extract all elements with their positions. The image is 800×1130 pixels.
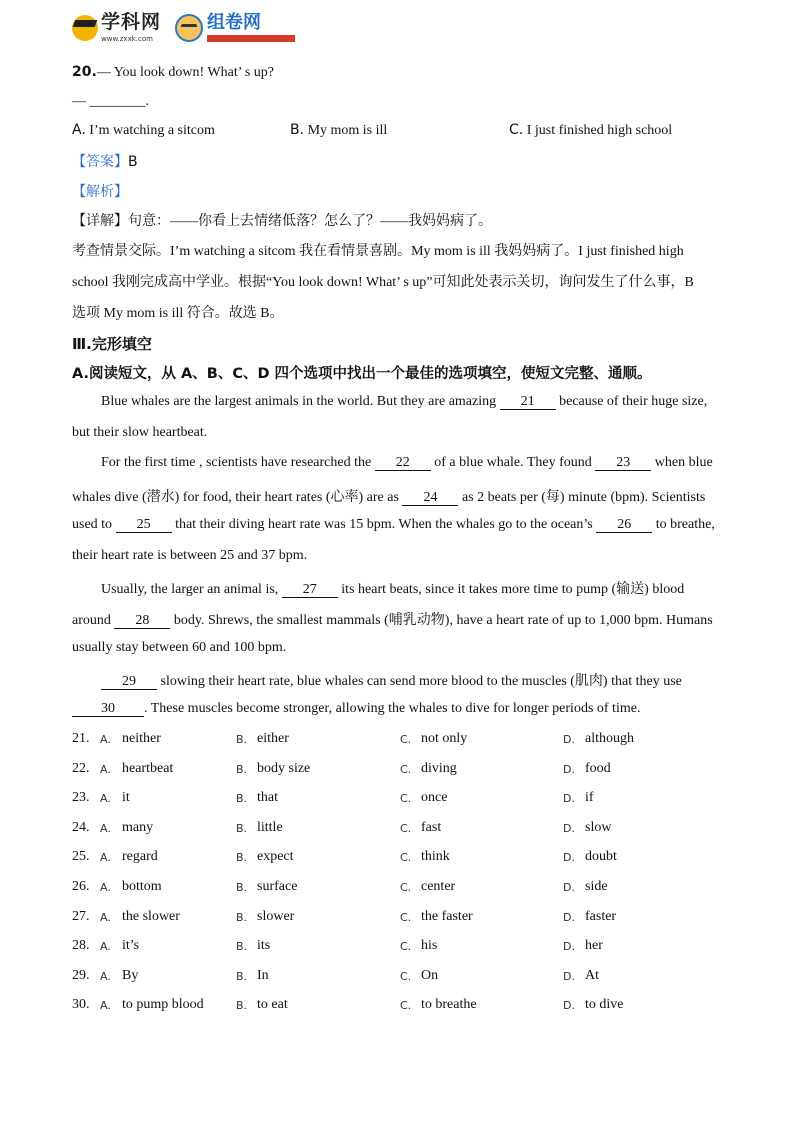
- choice-option-b: that: [257, 790, 278, 806]
- choice-option-b: expect: [257, 849, 294, 865]
- choice-option-a: it’s: [122, 938, 140, 954]
- passage-line-7: Usually, the larger an animal is, 27 its heart beats, since it takes more time to pump (输送) blood: [101, 582, 685, 597]
- choice-option-d: At: [585, 967, 599, 983]
- choice-label-b: B.: [236, 851, 248, 865]
- choice-label-d: D.: [563, 910, 575, 924]
- choice-number: 24.: [72, 819, 90, 835]
- logo1-url: www.zxxk.com: [101, 35, 153, 43]
- choice-option-d: doubt: [585, 849, 617, 865]
- logo2-banner: [207, 35, 295, 42]
- choice-option-b: to eat: [257, 997, 288, 1013]
- choice-option-a: bottom: [122, 879, 162, 894]
- choice-row: [72, 820, 732, 840]
- choice-row: [72, 909, 732, 929]
- question-number: 20.: [72, 64, 97, 80]
- choice-number: 27.: [72, 908, 90, 924]
- choice-label-c: C.: [400, 940, 412, 954]
- choice-option-a: regard: [122, 849, 158, 865]
- choice-label-c: C.: [400, 762, 412, 776]
- choice-option-b: slower: [257, 908, 295, 924]
- blank-30: 30: [72, 701, 144, 717]
- choice-label-c: C.: [400, 733, 412, 746]
- choice-number: 30.: [72, 997, 90, 1013]
- choice-row: [72, 790, 732, 810]
- choice-row: [72, 879, 732, 899]
- passage-line-2: but their slow heartbeat.: [72, 425, 208, 440]
- choice-label-b: B.: [236, 792, 248, 806]
- choice-label-b: B.: [236, 969, 248, 983]
- mascot-icon: [175, 14, 203, 42]
- choice-label-c: C.: [400, 821, 412, 835]
- logo-zujuan: [175, 14, 295, 42]
- blank-24: 24: [402, 490, 458, 506]
- choice-option-a: By: [122, 967, 139, 983]
- choice-option-b: surface: [257, 879, 298, 894]
- blank-22: 22: [375, 455, 431, 471]
- choice-option-a: to pump blood: [122, 997, 204, 1013]
- passage-line-11: 30 . These muscles become stronger, allowing the whales to dive for longer periods of time.: [72, 701, 640, 717]
- choice-option-d: slow: [585, 819, 612, 835]
- choice-label-c: C.: [400, 792, 412, 806]
- choice-row: [72, 997, 732, 1017]
- choice-option-c: to breathe: [421, 997, 477, 1013]
- blank-23: 23: [595, 455, 651, 471]
- choice-label-d: D.: [563, 733, 575, 746]
- option-a: A. I’m watching a sitcom: [72, 122, 215, 138]
- choice-option-d: faster: [585, 908, 617, 924]
- choice-option-a: it: [122, 790, 130, 806]
- choice-row: [72, 938, 732, 958]
- detail-line-4: 选项 My mom is ill 符合。故选 B。: [72, 306, 284, 321]
- blank-28: 28: [114, 613, 170, 629]
- choice-row: [72, 731, 732, 751]
- choice-label-c: C.: [400, 999, 412, 1013]
- passage-line-9: usually stay between 60 and 100 bpm.: [72, 640, 287, 655]
- choice-option-d: side: [585, 879, 608, 894]
- choice-option-a: heartbeat: [122, 760, 174, 776]
- choice-row: [72, 968, 732, 988]
- choice-number: 23.: [72, 790, 90, 806]
- choice-row: [72, 761, 732, 781]
- section-title: Ⅲ.完形填空: [72, 335, 152, 353]
- detail-line-1: 【详解】句意：——你看上去情绪低落？怎么了？——我妈妈病了。: [72, 213, 492, 229]
- choice-label-d: D.: [563, 821, 575, 835]
- choice-label-c: C.: [400, 851, 412, 865]
- choice-option-d: food: [585, 760, 611, 776]
- choice-label-d: D.: [563, 999, 575, 1013]
- choice-option-c: the faster: [421, 908, 473, 924]
- choice-number: 28.: [72, 938, 90, 954]
- blank-21: 21: [500, 394, 556, 410]
- choice-label-d: D.: [563, 792, 575, 806]
- choice-label-a: A.: [100, 733, 111, 746]
- choice-label-a: A.: [100, 910, 111, 924]
- choice-label-d: D.: [563, 969, 575, 983]
- logo-zxxk: [72, 13, 161, 43]
- choice-option-d: if: [585, 790, 594, 806]
- choice-number: 25.: [72, 849, 90, 865]
- choice-option-b: In: [257, 967, 269, 983]
- choice-label-d: D.: [563, 851, 575, 865]
- choice-label-b: B.: [236, 999, 248, 1013]
- choice-option-c: diving: [421, 760, 457, 776]
- choice-option-c: think: [421, 849, 450, 865]
- choice-option-d: to dive: [585, 997, 624, 1013]
- detail-line-2: 考查情景交际。I’m watching a sitcom 我在看情景喜剧。My mom is ill 我妈妈病了。I just finished high: [72, 244, 684, 259]
- question-20-stem: [72, 64, 274, 81]
- choice-number: 29.: [72, 967, 90, 983]
- choice-option-d: although: [585, 731, 634, 746]
- choice-label-d: D.: [563, 762, 575, 776]
- choice-number: 21.: [72, 731, 90, 746]
- option-b: B. My mom is ill: [290, 122, 388, 138]
- choice-label-a: A.: [100, 762, 111, 776]
- choice-label-a: A.: [100, 999, 111, 1013]
- answer-line: — ________.: [72, 94, 149, 109]
- choice-label-c: C.: [400, 969, 412, 983]
- choice-label-b: B.: [236, 881, 248, 894]
- graduation-cap-icon: [72, 15, 98, 41]
- choice-label-a: A.: [100, 851, 111, 865]
- choice-option-a: many: [122, 819, 154, 835]
- choice-label-b: B.: [236, 821, 248, 835]
- choice-label-a: A.: [100, 940, 111, 954]
- blank-26: 26: [596, 517, 652, 533]
- choice-label-b: B.: [236, 733, 248, 746]
- header-logos: [72, 10, 309, 46]
- choice-label-d: D.: [563, 881, 575, 894]
- passage-line-1: Blue whales are the largest animals in the world. But they are amazing 21 because of their huge size,: [101, 394, 708, 409]
- choice-option-b: either: [257, 731, 289, 746]
- choice-label-a: A.: [100, 881, 111, 894]
- choice-label-a: A.: [100, 792, 111, 806]
- choice-label-d: D.: [563, 940, 575, 954]
- blank-29: 29: [101, 674, 157, 690]
- choice-option-c: fast: [421, 819, 442, 835]
- logo2-name: 组卷网: [207, 12, 262, 33]
- choice-option-d: her: [585, 938, 603, 954]
- blank-27: 27: [282, 582, 338, 598]
- choice-option-c: his: [421, 938, 438, 954]
- choice-number: 26.: [72, 879, 90, 894]
- choice-row: [72, 849, 732, 869]
- passage-line-8: around 28 body. Shrews, the smallest mammals (哺乳动物), have a heart rate of up to 1,000 bpm. Humans: [72, 613, 713, 628]
- detail-line-3: school 我刚完成高中学业。根据“You look down! What’ s up”可知此处表示关切，询问发生了什么事，B: [72, 275, 694, 290]
- choice-label-a: A.: [100, 969, 111, 983]
- choice-label-b: B.: [236, 762, 248, 776]
- passage-line-5: used to 25 that their diving heart rate was 15 bpm. When the whales go to the ocean’s 26 to breathe,: [72, 517, 715, 532]
- choice-option-a: the slower: [122, 908, 180, 924]
- answer-value: B: [128, 154, 138, 170]
- answer-row: [72, 151, 138, 171]
- choice-option-c: On: [421, 967, 439, 983]
- choice-label-a: A.: [100, 821, 111, 835]
- blank-25: 25: [116, 517, 172, 533]
- choice-option-c: center: [421, 879, 456, 894]
- option-c: C. I just finished high school: [509, 122, 673, 138]
- passage-line-6: their heart rate is between 25 and 37 bpm.: [72, 548, 308, 563]
- choice-option-c: not only: [421, 731, 468, 746]
- question-text: — You look down! What’ s up?: [96, 65, 275, 80]
- passage-line-3: For the first time , scientists have researched the 22 of a blue whale. They found 23 when blue: [101, 455, 713, 470]
- choice-option-b: its: [257, 938, 271, 954]
- choice-option-b: little: [257, 819, 283, 835]
- choice-number: 22.: [72, 760, 90, 776]
- choice-option-a: neither: [122, 731, 161, 746]
- passage-line-10: 29 slowing their heart rate, blue whales can send more blood to the muscles (肌肉) that they use: [101, 670, 682, 690]
- choice-label-c: C.: [400, 881, 412, 894]
- choice-option-b: body size: [257, 760, 311, 776]
- analysis-tag: 【解析】: [72, 184, 128, 200]
- logo1-name: 学科网: [101, 11, 162, 33]
- choice-label-b: B.: [236, 910, 248, 924]
- passage-line-4: whales dive (潜水) for food, their heart rates (心率) are as 24 as 2 beats per (每) minute (bpm). Scientists: [72, 490, 706, 505]
- answer-tag: 【答案】: [72, 154, 128, 170]
- choice-label-b: B.: [236, 940, 248, 954]
- choice-label-c: C.: [400, 910, 412, 924]
- choice-option-c: once: [421, 790, 448, 806]
- section-instruction: A.阅读短文，从 A、B、C、D 四个选项中找出一个最佳的选项填空，使短文完整、通顺。: [72, 366, 652, 382]
